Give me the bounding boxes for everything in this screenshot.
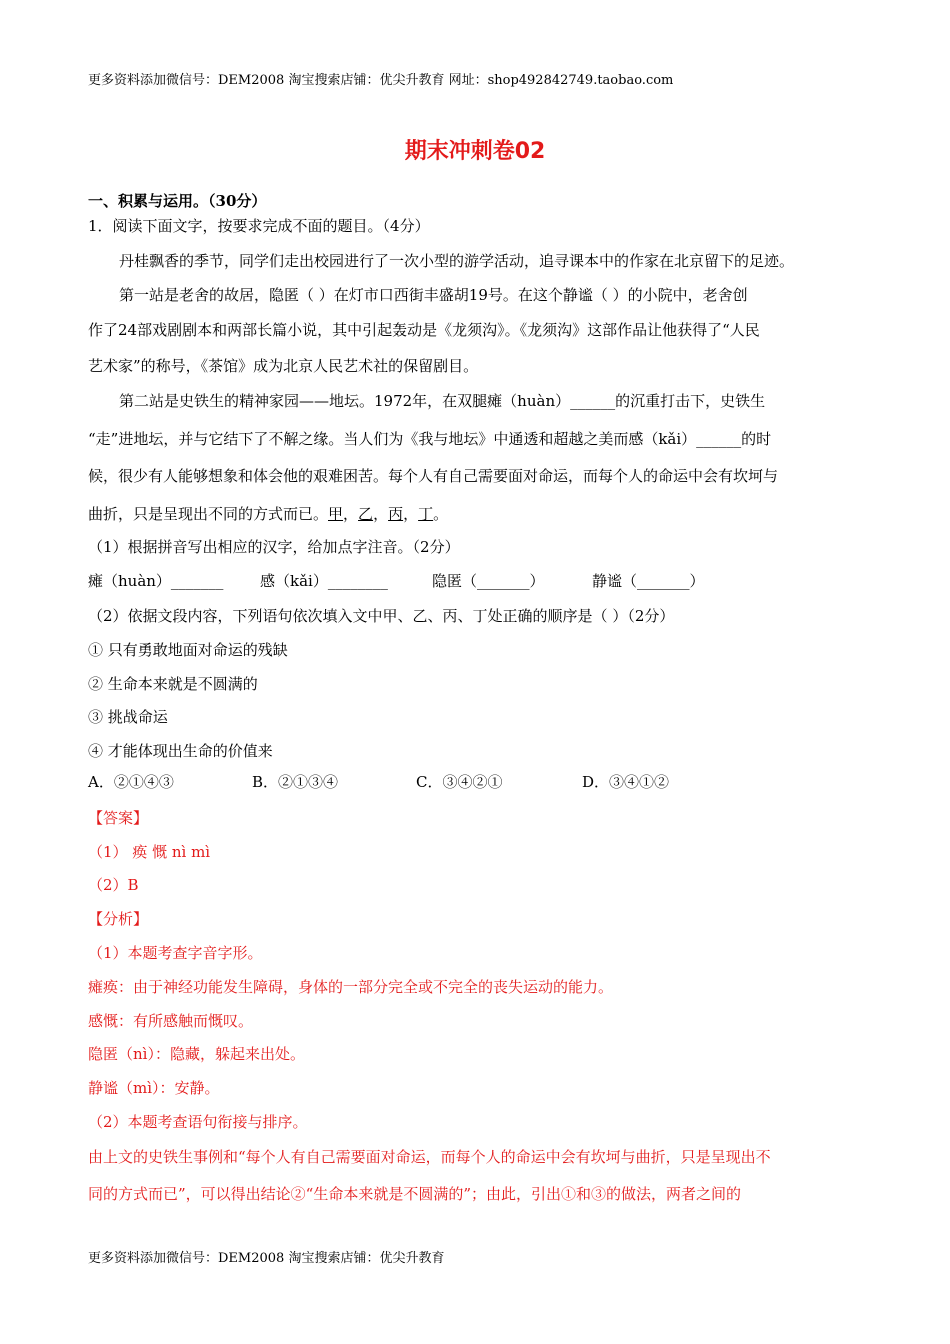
passage-paragraph-3-line-4: 曲折，只是呈现出不同的方式而已。甲，乙，丙，丁。 (88, 505, 449, 523)
option-d: D．③④①② (582, 773, 670, 791)
blank-mark-bing: 丙 (388, 505, 404, 523)
analysis-line-3: 感慨：有所感触而慨叹。 (88, 1012, 254, 1030)
answer-line-2: （2）B (88, 876, 139, 894)
passage-paragraph-2-line-3: 艺术家”的称号，《茶馆》成为北京人民艺术社的保留剧目。 (88, 357, 479, 375)
fill-in-3: 隐匿（_______） (432, 572, 545, 590)
passage-paragraph-2-line-1: 第一站是老舍的故居，隐匿（ ）在灯市口西街丰盛胡19号。在这个静谧（ ）的小院中，老舍创 (119, 286, 748, 304)
analysis-line-1: （1）本题考查字音字形。 (88, 944, 263, 962)
analysis-label: 【分析】 (88, 910, 149, 928)
passage-text: 曲折，只是呈现出不同的方式而已。 (88, 505, 329, 523)
page-title: 期末冲刺卷02 (404, 139, 546, 164)
page-footer: 更多资料添加微信号：DEM2008 淘宝搜索店铺：优尖升教育 (88, 1251, 445, 1266)
fill-in-2: 感（kǎi）________ (260, 572, 388, 590)
passage-paragraph-3-line-2: “走”进地坛，并与它结下了不解之缘。当人们为《我与地坛》中通透和超越之美而感（kǎi）______的时 (88, 430, 772, 448)
fill-in-1: 瘫（huàn）_______ (88, 572, 224, 590)
sub-question-2: （2）依据文段内容，下列语句依次填入文中甲、乙、丙、丁处正确的顺序是（ ）（2分） (88, 607, 675, 625)
passage-paragraph-1: 丹桂飘香的季节，同学们走出校园进行了一次小型的游学活动，追寻课本中的作家在北京留下的足迹。 (119, 252, 795, 270)
choice-item-2: ② 生命本来就是不圆满的 (88, 675, 258, 693)
answer-label: 【答案】 (88, 809, 149, 827)
blank-mark-jia: 甲 (328, 505, 344, 523)
fill-in-4: 静谧（_______） (592, 572, 705, 590)
passage-paragraph-3-line-3: 候，很少有人能够想象和体会他的艰难困苦。每个人有自己需要面对命运，而每个人的命运中会有坎坷与 (88, 467, 779, 485)
option-a: A．②①④③ (88, 773, 174, 791)
sub-question-1: （1）根据拼音写出相应的汉字，给加点字注音。（2分） (88, 538, 460, 556)
option-c: C．③④②① (416, 773, 503, 791)
choice-item-4: ④ 才能体现出生命的价值来 (88, 742, 273, 760)
question-stem: 1．阅读下面文字，按要求完成不面的题目。（4分） (88, 217, 430, 235)
passage-paragraph-3-line-1: 第二站是史铁生的精神家园——地坛。1972年，在双腿瘫（huàn）______的沉重打击下，史铁生 (119, 392, 766, 410)
option-b: B．②①③④ (252, 773, 339, 791)
answer-line-1: （1） 痪 慨 nì mì (88, 843, 211, 861)
passage-paragraph-2-line-2: 作了24部戏剧剧本和两部长篇小说，其中引起轰动是《龙须沟》。《龙须沟》这部作品让他获得了“人民 (88, 321, 760, 339)
analysis-line-8: 同的方式而已”，可以得出结论②“生命本来就是不圆满的”；由此，引出①和③的做法，两者之间的 (88, 1185, 742, 1203)
analysis-line-2: 瘫痪：由于神经功能发生障碍，身体的一部分完全或不完全的丧失运动的能力。 (88, 978, 614, 996)
analysis-line-7: 由上文的史铁生事例和“每个人有自己需要面对命运，而每个人的命运中会有坎坷与曲折，只是呈现出不 (88, 1148, 771, 1166)
analysis-line-5: 静谧（mì）：安静。 (88, 1079, 220, 1097)
blank-mark-ding: 丁 (418, 505, 434, 523)
page-header: 更多资料添加微信号：DEM2008 淘宝搜索店铺：优尖升教育 网址：shop492842749.taobao.com (88, 73, 674, 88)
section-heading: 一、积累与运用。（30分） (88, 192, 267, 210)
analysis-line-6: （2）本题考查语句衔接与排序。 (88, 1113, 308, 1131)
choice-item-1: ① 只有勇敢地面对命运的残缺 (88, 641, 288, 659)
analysis-line-4: 隐匿（nì）：隐藏，躲起来出处。 (88, 1045, 305, 1063)
blank-mark-yi: 乙 (358, 505, 374, 523)
choice-item-3: ③ 挑战命运 (88, 708, 168, 726)
